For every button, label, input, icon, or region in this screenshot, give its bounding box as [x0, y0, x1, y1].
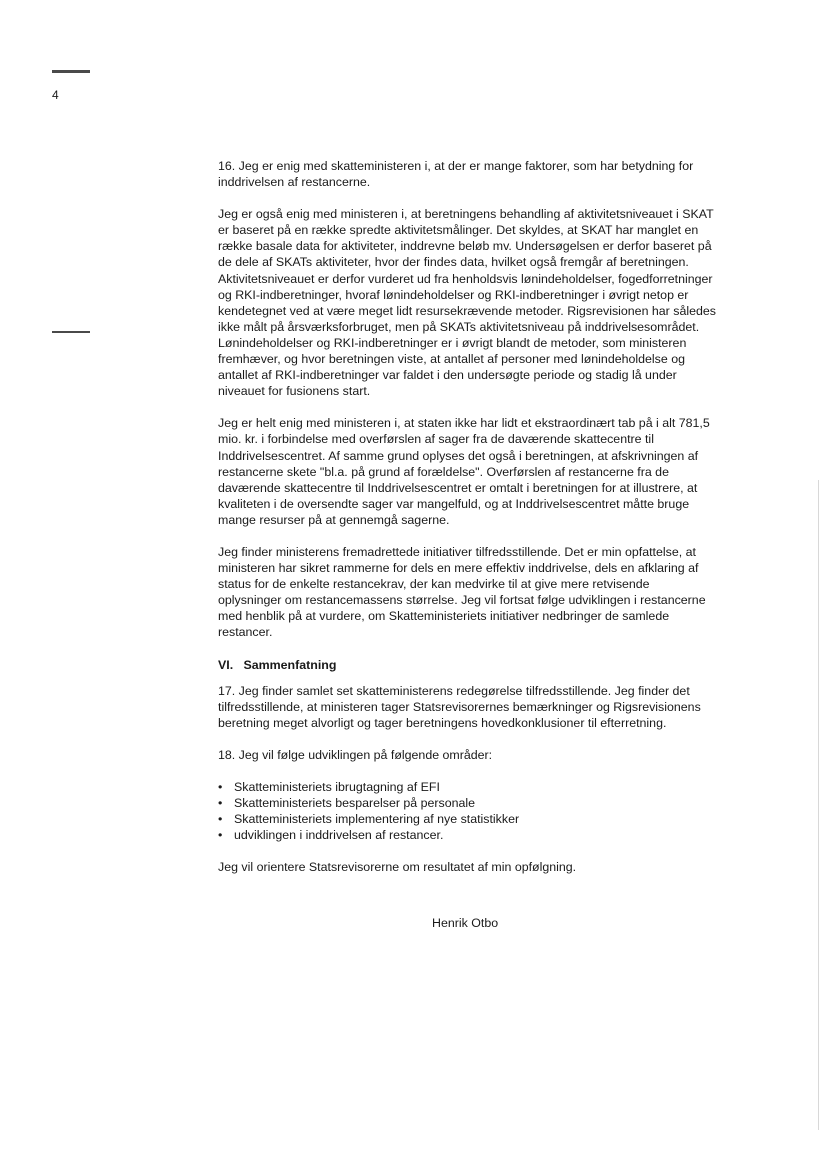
list-item: • udviklingen i inddrivelsen af restancer.: [218, 827, 716, 843]
list-item: • Skatteministeriets ibrugtagning af EFI: [218, 779, 716, 795]
page-number: 4: [52, 88, 59, 102]
paragraph-initiatives: Jeg finder ministerens fremadrettede initiativer tilfredsstillende. Det er min opfattelse, at ministeren har sikret rammerne for dels en mere effektiv inddrivelse, dels en afklaring af status for de enkelte restancekrav, der kan medvirke til at give mere retvisende oplysninger om restancemassens størrelse. Jeg vil fortsat følge udviklingen i restancerne med henblik på at vurdere, om Skatteministeriets initiativer nedbringer de samlede restancer.: [218, 544, 706, 640]
signature: Henrik Otbo: [432, 916, 499, 930]
list-item: • Skatteministeriets besparelser på personale: [218, 795, 716, 811]
section-title: Sammenfatning: [243, 657, 337, 672]
closing-sentence: Jeg vil orientere Statsrevisorerne om resultatet af min opfølgning.: [218, 860, 577, 875]
paragraph-16: 16. Jeg er enig med skatteministeren i, at der er mange faktorer, som har betydning for inddrivelsen af restancerne.: [218, 159, 694, 190]
scan-mark: [52, 331, 90, 333]
follow-up-list: [218, 779, 716, 843]
list-item: • Skatteministeriets implementering af nye statistikker: [218, 811, 716, 827]
scan-mark: [52, 70, 90, 73]
paragraph-loss: Jeg er helt enig med ministeren i, at staten ikke har lidt et ekstraordinært tab på i alt 781,5 mio. kr. i forbindelse med overførslen af sager fra de daværende skattecentre til Inddrivelsescentret. Af samme grund oplyses det også i beretningen, at afskrivningen af restancerne skete "bl.a. på grund af forældelse". Overførslen af restancerne fra de daværende skattecentre til Inddrivelsescentret er omtalt i beretningen for at illustrere, at kvaliteten i de oversendte sager var mangelfuld, og at Inddrivelsescentret måtte bruge mange resurser på at gennemgå sagerne.: [218, 416, 710, 527]
section-heading: [218, 657, 716, 673]
paragraph-18: 18. Jeg vil følge udviklingen på følgende områder:: [218, 747, 493, 762]
paragraph-activity-level: Jeg er også enig med ministeren i, at beretningens behandling af aktivitetsniveauet i SKAT er baseret på en række spredte aktivitetsmålinger. Det skyldes, at SKAT har manglet en række basale data for aktiviteter, inddrevne beløb mv. Undersøgelsen er derfor baseret på de dele af SKATs aktiviteter, hvor der findes data, hvilket også fremgår af beretningen. Aktivitetsniveauet er derfor vurderet ud fra henholdsvis lønindeholdelser, fogedforretninger og RKI-indberetninger, hvoraf lønindeholdelser og RKI-indberetninger i øvrigt netop er kendetegnet ved at være meget lidt resursekrævende metoder. Rigsrevisionen har således ikke målt på årsværksforbruget, men på SKATs aktivitetsniveau på inddrivelsesområdet. Lønindeholdelser og RKI-indberetninger er i øvrigt blandt de metoder, som ministeren fremhæver, og hvor beretningen viste, at antallet af personer med lønindeholdelse og antallet af RKI-indberetninger var faldet i den undersøgte periode og stadig lå under niveauet for fusionens start.: [218, 207, 716, 399]
section-number: VI.: [218, 657, 234, 672]
paragraph-17: 17. Jeg finder samlet set skatteministerens redegørelse tilfredsstillende. Jeg finder det tilfredsstillende, at ministeren tager Statsrevisorernes bemærkninger og Rigsrevisionens beretning meget alvorligt og tager beretningens hovedkonklusioner til efterretning.: [218, 683, 701, 730]
scan-edge: [818, 480, 819, 1130]
letter-body: [218, 158, 716, 891]
